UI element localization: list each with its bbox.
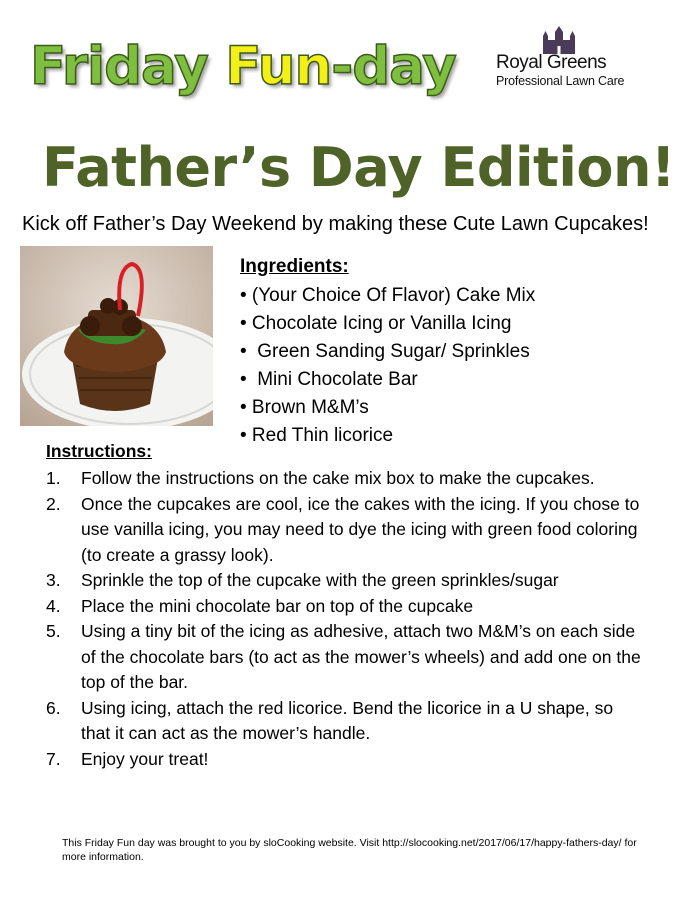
instruction-step xyxy=(46,568,646,594)
instruction-step xyxy=(46,696,646,747)
title-highlight: Fun xyxy=(225,36,332,97)
step-text: Enjoy your treat! xyxy=(81,748,209,769)
cupcake-mower-photo xyxy=(20,246,213,426)
step-text: Follow the instructions on the cake mix box to make the cupcakes. xyxy=(81,468,595,488)
ingredient-item: • (Your Choice Of Flavor) Cake Mix xyxy=(240,285,536,306)
instruction-step xyxy=(46,594,646,620)
tagline: Kick off Father’s Day Weekend by making these Cute Lawn Cupcakes! xyxy=(22,213,649,235)
instruction-step xyxy=(46,492,646,569)
ingredients-section xyxy=(240,256,535,450)
title-part-1: Friday xyxy=(30,36,226,97)
step-text: Place the mini chocolate bar on top of the cupcake xyxy=(81,595,474,616)
edition-title: Father’s Day Edition! xyxy=(42,136,676,199)
castle-icon xyxy=(537,26,581,54)
ingredient-item: • Chocolate Icing or Vanilla Icing xyxy=(240,313,512,334)
logo-subtitle: Professional Lawn Care xyxy=(496,74,625,88)
ingredient-item: • Green Sanding Sugar/ Sprinkles xyxy=(240,341,530,362)
instructions-list xyxy=(46,466,646,772)
ingredient-item: • Mini Chocolate Bar xyxy=(240,369,418,390)
step-text: Using icing, attach the red licorice. Bend the licorice in a U shape, so that it can act as the mower’s handle. xyxy=(81,697,614,743)
page-title xyxy=(30,36,456,97)
instruction-step xyxy=(46,747,646,773)
step-text: Once the cupcakes are cool, ice the cakes with the icing. If you chose to use vanilla icing, you may need to dye the icing with green food coloring (to create a grassy look). xyxy=(81,493,640,565)
footer-credit: This Friday Fun day was brought to you by sloCooking website. Visit http://slocooking.net/2017/06/17/happy-fathers-day/ for more information. xyxy=(62,837,637,863)
step-text: Sprinkle the top of the cupcake with the green sprinkles/sugar xyxy=(81,570,559,590)
ingredients-list xyxy=(240,282,535,450)
ingredients-heading: Ingredients: xyxy=(240,256,349,277)
instruction-step xyxy=(46,619,646,696)
step-number: 2. xyxy=(46,493,61,514)
step-number: 7. xyxy=(46,748,61,769)
step-number: 3. xyxy=(46,570,61,590)
ingredient-item: • Red Thin licorice xyxy=(240,425,394,446)
logo-brand: Royal Greens xyxy=(496,52,607,73)
step-text: Using a tiny bit of the icing as adhesive, attach two M&M’s on each side of the chocolate bars (to act as the mower’s wheels) and add one on the top of the bar. xyxy=(81,621,641,692)
step-number: 6. xyxy=(46,697,61,718)
instruction-step xyxy=(46,466,646,492)
title-part-2: -day xyxy=(331,36,456,97)
step-number: 1. xyxy=(46,468,61,488)
instructions-section xyxy=(46,441,646,772)
company-logo xyxy=(496,26,646,92)
step-number: 5. xyxy=(46,621,61,641)
step-number: 4. xyxy=(46,595,61,616)
instructions-heading: Instructions: xyxy=(46,441,152,461)
ingredient-item: • Brown M&M’s xyxy=(240,397,369,418)
